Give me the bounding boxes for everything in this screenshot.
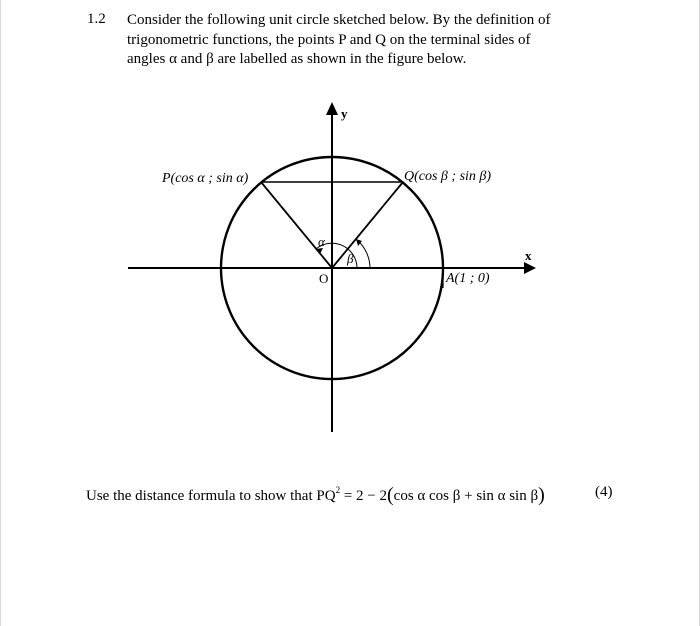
point-p-label: P(cos α ; sin α) xyxy=(162,171,249,186)
terminal-side-alpha xyxy=(261,182,332,268)
origin-label: O xyxy=(319,271,329,286)
instruction-text: Use the distance formula to show that xyxy=(86,488,317,504)
y-axis-label: y xyxy=(341,106,348,121)
formula-inner: cos α cos β + sin α sin β xyxy=(393,488,539,504)
point-a-label: A(1 ; 0) xyxy=(446,271,490,286)
formula-prefix: PQ xyxy=(316,488,336,504)
beta-label: β xyxy=(347,251,354,266)
question-number: 1.2 xyxy=(87,11,106,27)
distance-formula xyxy=(316,484,545,506)
beta-arc-arrow-icon xyxy=(356,239,362,246)
marks-allocation: (4) xyxy=(595,484,613,500)
x-axis-arrow-icon xyxy=(524,262,536,274)
formula-paren-close: ) xyxy=(538,484,545,506)
question-text-line: angles α and β are labelled as shown in the figure below. xyxy=(127,51,467,67)
formula-exponent: 2 xyxy=(335,485,341,495)
point-q-label: Q(cos β ; sin β) xyxy=(404,169,492,184)
alpha-label: α xyxy=(318,234,325,249)
question-text-line: Consider the following unit circle sketched below. By the definition of xyxy=(127,12,551,28)
instruction-line xyxy=(86,484,545,507)
y-axis-arrow-icon xyxy=(326,102,338,115)
question-text-line: trigonometric functions, the points P and Q on the terminal sides of xyxy=(127,31,531,48)
x-axis-label: x xyxy=(525,248,532,263)
formula-mid: = 2 − 2 xyxy=(340,488,387,504)
formula-paren-open: ( xyxy=(386,484,394,506)
